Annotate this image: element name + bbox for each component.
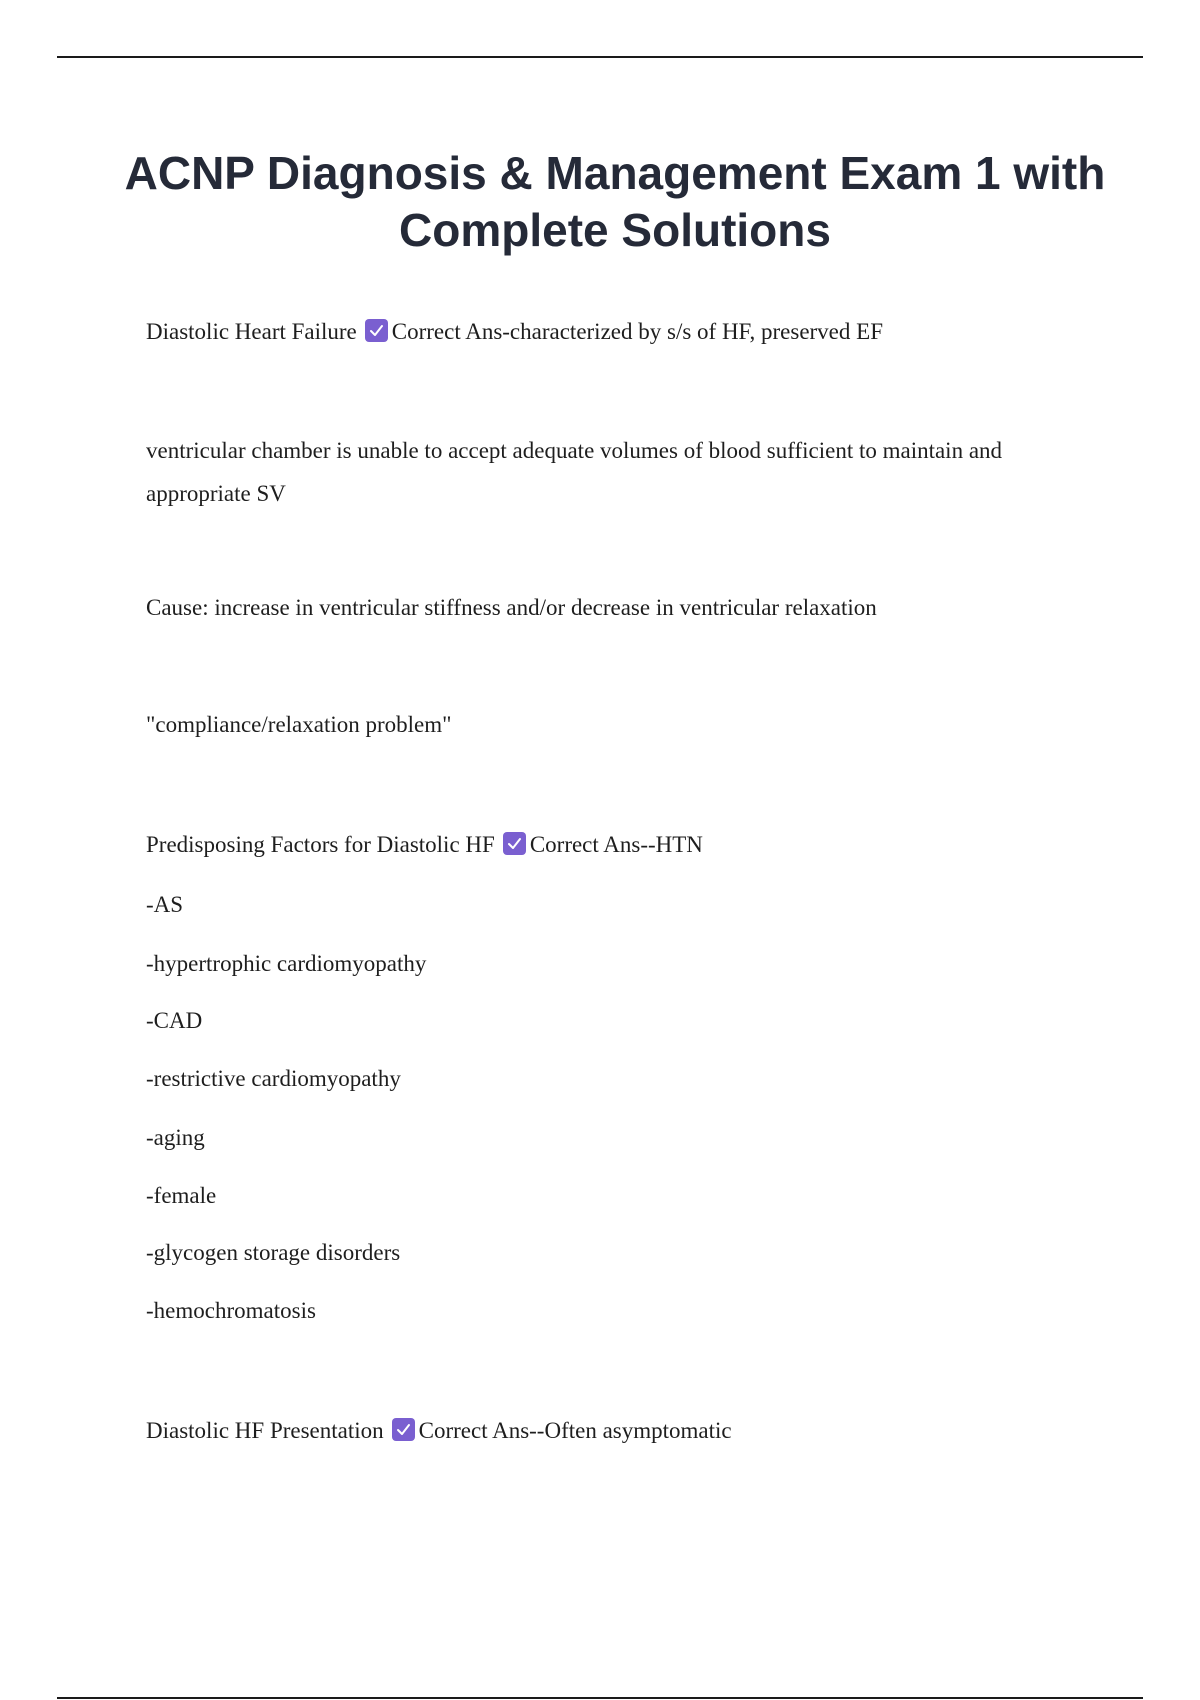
list-item: -glycogen storage disorders bbox=[146, 1240, 401, 1265]
question-text: Diastolic HF Presentation bbox=[146, 1418, 384, 1443]
list-item: -hemochromatosis bbox=[146, 1298, 316, 1323]
paragraph-compliance: "compliance/relaxation problem" bbox=[146, 712, 452, 737]
list-item: -restrictive cardiomyopathy bbox=[146, 1066, 401, 1091]
list-item: -CAD bbox=[146, 1008, 203, 1033]
question-text: Diastolic Heart Failure bbox=[146, 319, 357, 344]
qa-item-predisposing-factors bbox=[146, 823, 1086, 866]
list-item: -female bbox=[146, 1183, 217, 1208]
list-item: -AS bbox=[146, 892, 184, 917]
check-box-icon bbox=[365, 319, 388, 342]
answer-text: Correct Ans--HTN bbox=[529, 832, 703, 857]
document-title: ACNP Diagnosis & Management Exam 1 with Complete Solutions bbox=[124, 147, 1106, 256]
qa-item-diastolic-hf-presentation bbox=[146, 1409, 1086, 1452]
qa-item-diastolic-heart-failure bbox=[146, 310, 1086, 353]
list-item: -hypertrophic cardiomyopathy bbox=[146, 951, 427, 976]
question-text: Predisposing Factors for Diastolic HF bbox=[146, 832, 495, 857]
answer-text: Correct Ans--Often asymptomatic bbox=[418, 1418, 732, 1443]
check-box-icon bbox=[392, 1418, 415, 1441]
paragraph-ventricular-chamber: ventricular chamber is unable to accept adequate volumes of blood sufficient to maintain and appropriate SV bbox=[146, 438, 1003, 506]
answer-text: Correct Ans-characterized by s/s of HF, preserved EF bbox=[391, 319, 883, 344]
list-item: -aging bbox=[146, 1125, 205, 1150]
bottom-rule bbox=[57, 1697, 1143, 1699]
paragraph-cause: Cause: increase in ventricular stiffness and/or decrease in ventricular relaxation bbox=[146, 595, 877, 620]
top-rule bbox=[57, 56, 1143, 58]
check-box-icon bbox=[503, 832, 526, 855]
